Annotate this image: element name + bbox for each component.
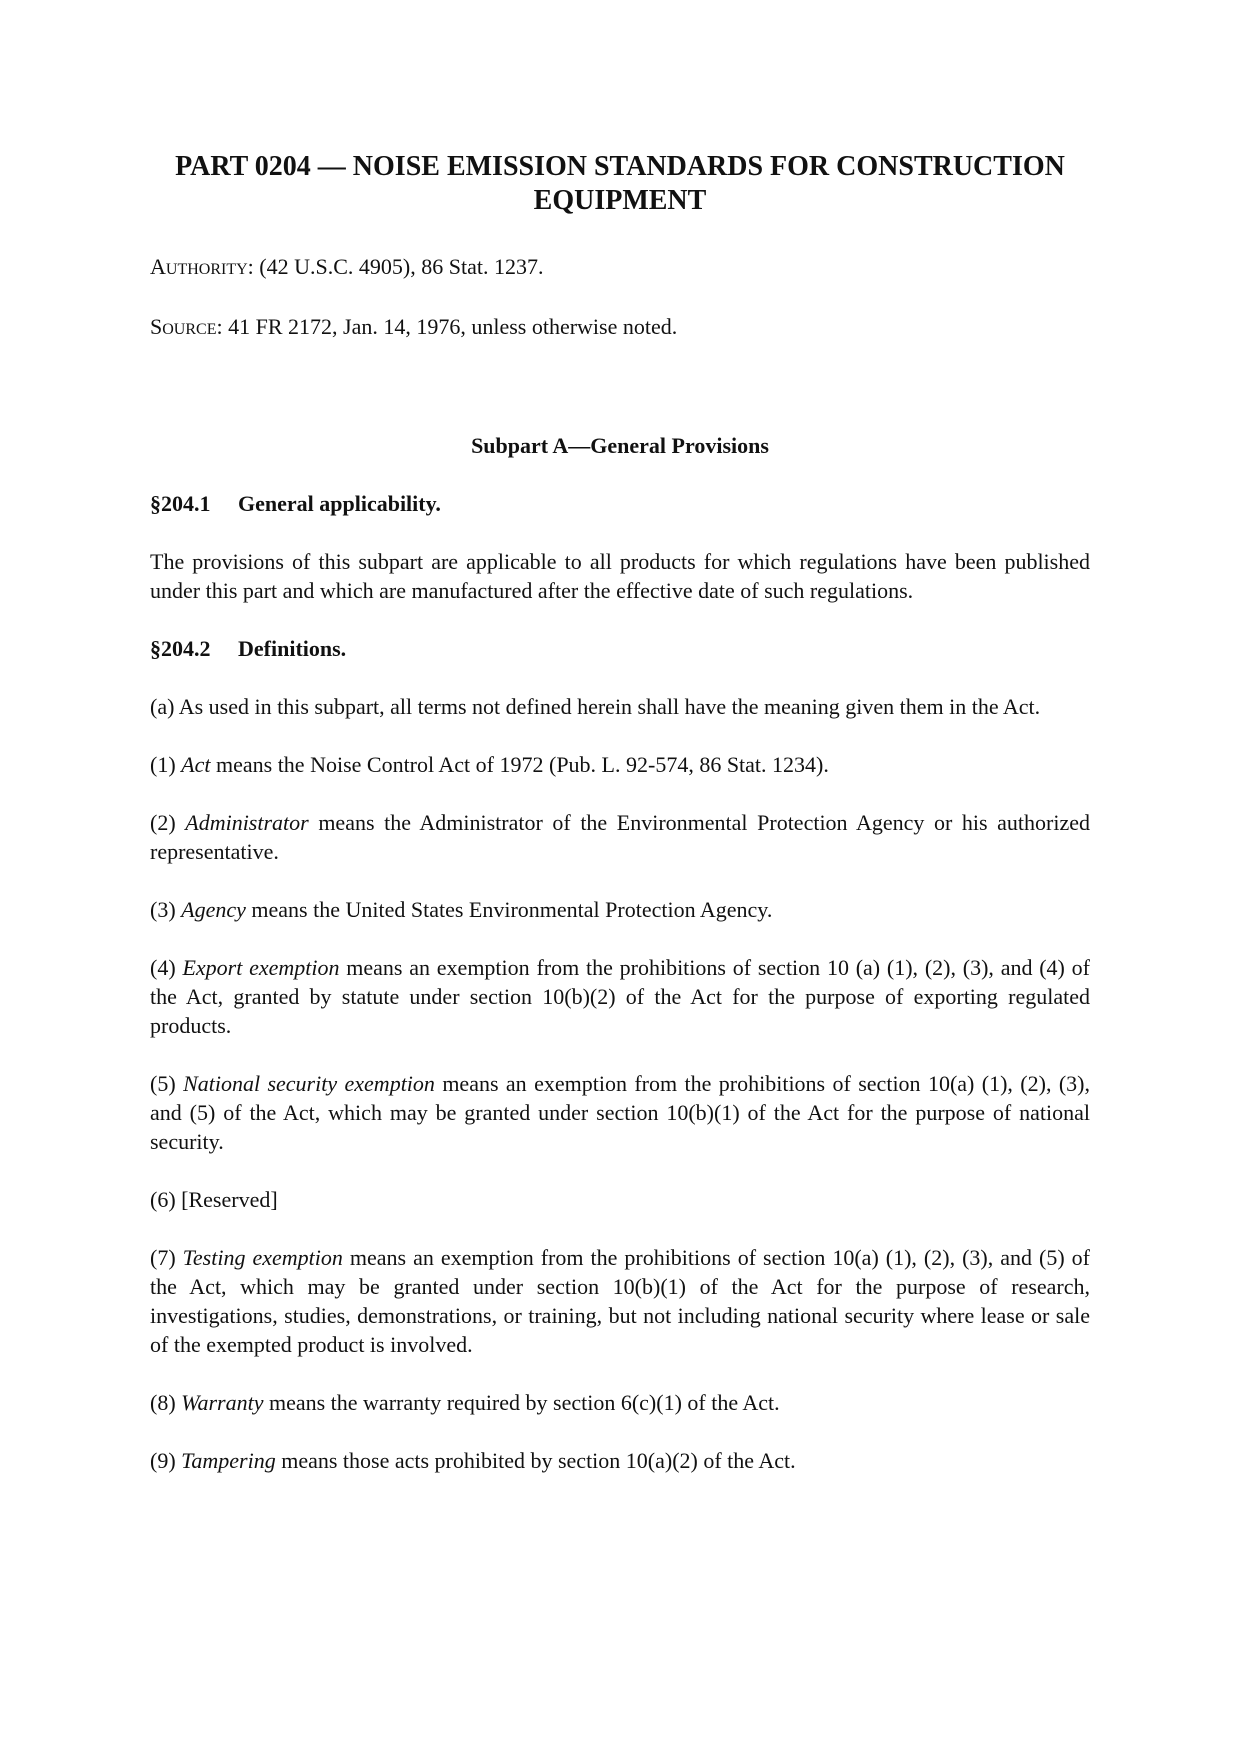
definition-paragraph — [150, 1243, 1090, 1359]
source-text: : 41 FR 2172, Jan. 14, 1976, unless otherwise noted. — [216, 314, 678, 339]
part-title: PART 0204 — NOISE EMISSION STANDARDS FOR CONSTRUCTION EQUIPMENT — [175, 151, 1065, 216]
defined-term: Administrator — [185, 810, 309, 835]
definition-text: means the Administrator of the Environmental Protection Agency or his authorized representative. — [150, 810, 1090, 864]
paragraph-text: (6) [Reserved] — [150, 1187, 278, 1212]
defined-term: National security exemption — [183, 1071, 435, 1096]
paragraph-prefix: (9) — [150, 1448, 182, 1473]
definition-paragraph — [150, 895, 1090, 924]
paragraph-text: The provisions of this subpart are applicable to all products for which regulations have been published under this part and which are manufactured after the effective date of such regulations. — [150, 549, 1090, 603]
defined-term: Tampering — [181, 1448, 276, 1473]
source-line — [150, 312, 1090, 344]
source-label-rest: OURCE — [162, 321, 217, 338]
definition-paragraph — [150, 1388, 1090, 1417]
definition-text: means an exemption from the prohibitions of section 10 (a) (1), (2), (3), and (4) of the Act, granted by statute under section 10(b)(2) of the Act for the purpose of exporting regulated products. — [150, 955, 1090, 1038]
definition-text: means the Noise Control Act of 1972 (Pub. L. 92-574, 86 Stat. 1234). — [210, 752, 829, 777]
definition-text: means the warranty required by section 6(c)(1) of the Act. — [263, 1390, 780, 1415]
paragraph — [150, 547, 1090, 605]
section-number: §204.2 — [150, 636, 211, 661]
defined-term: Testing exemption — [182, 1245, 343, 1270]
paragraph-prefix: (7) — [150, 1245, 183, 1270]
paragraph-prefix: (2) — [150, 810, 186, 835]
section-title: General applicability. — [238, 491, 441, 516]
definition-paragraph — [150, 1446, 1090, 1475]
paragraph-prefix: (8) — [150, 1390, 182, 1415]
section-heading — [150, 634, 1090, 663]
paragraph — [150, 692, 1090, 721]
section-title: Definitions. — [238, 636, 347, 661]
definition-paragraph — [150, 953, 1090, 1040]
definition-paragraph — [150, 1069, 1090, 1156]
defined-term: Export exemption — [182, 955, 340, 980]
defined-term: Warranty — [181, 1390, 264, 1415]
paragraph-prefix: (3) — [150, 897, 182, 922]
definition-paragraph — [150, 750, 1090, 779]
section-heading — [150, 489, 1090, 518]
definition-paragraph — [150, 808, 1090, 866]
definition-text: means an exemption from the prohibitions of section 10(a) (1), (2), (3), and (5) of the Act, which may be granted under section 10(b)(1) of the Act for the purpose of national security. — [150, 1071, 1091, 1154]
document-page — [150, 145, 1090, 1475]
reserved-paragraph — [150, 1185, 1090, 1214]
subpart-heading: Subpart A—General Provisions — [471, 433, 769, 458]
paragraph-prefix: (4) — [150, 955, 183, 980]
definition-text: means the United States Environmental Protection Agency. — [245, 897, 773, 922]
section-number: §204.1 — [150, 491, 211, 516]
defined-term: Agency — [181, 897, 246, 922]
source-label-initial: S — [150, 314, 163, 339]
definition-text: means those acts prohibited by section 10(a)(2) of the Act. — [275, 1448, 796, 1473]
authority-label-rest: UTHORITY — [165, 261, 248, 278]
definition-text: means an exemption from the prohibitions of section 10(a) (1), (2), (3), and (5) of the Act, which may be granted under section 10(b)(1) of the Act for the purpose of research, investigations, studies, demonstrations, or training, but not including national security where lease or sale of the exempted product is involved. — [150, 1245, 1090, 1357]
paragraph-prefix: (1) — [150, 752, 182, 777]
authority-text: : (42 U.S.C. 4905), 86 Stat. 1237. — [247, 254, 544, 279]
defined-term: Act — [181, 752, 211, 777]
authority-label-initial: A — [150, 254, 166, 279]
paragraph-prefix: (5) — [150, 1071, 184, 1096]
paragraph-text: (a) As used in this subpart, all terms not defined herein shall have the meaning given them in the Act. — [150, 694, 1041, 719]
authority-line — [150, 252, 1090, 284]
